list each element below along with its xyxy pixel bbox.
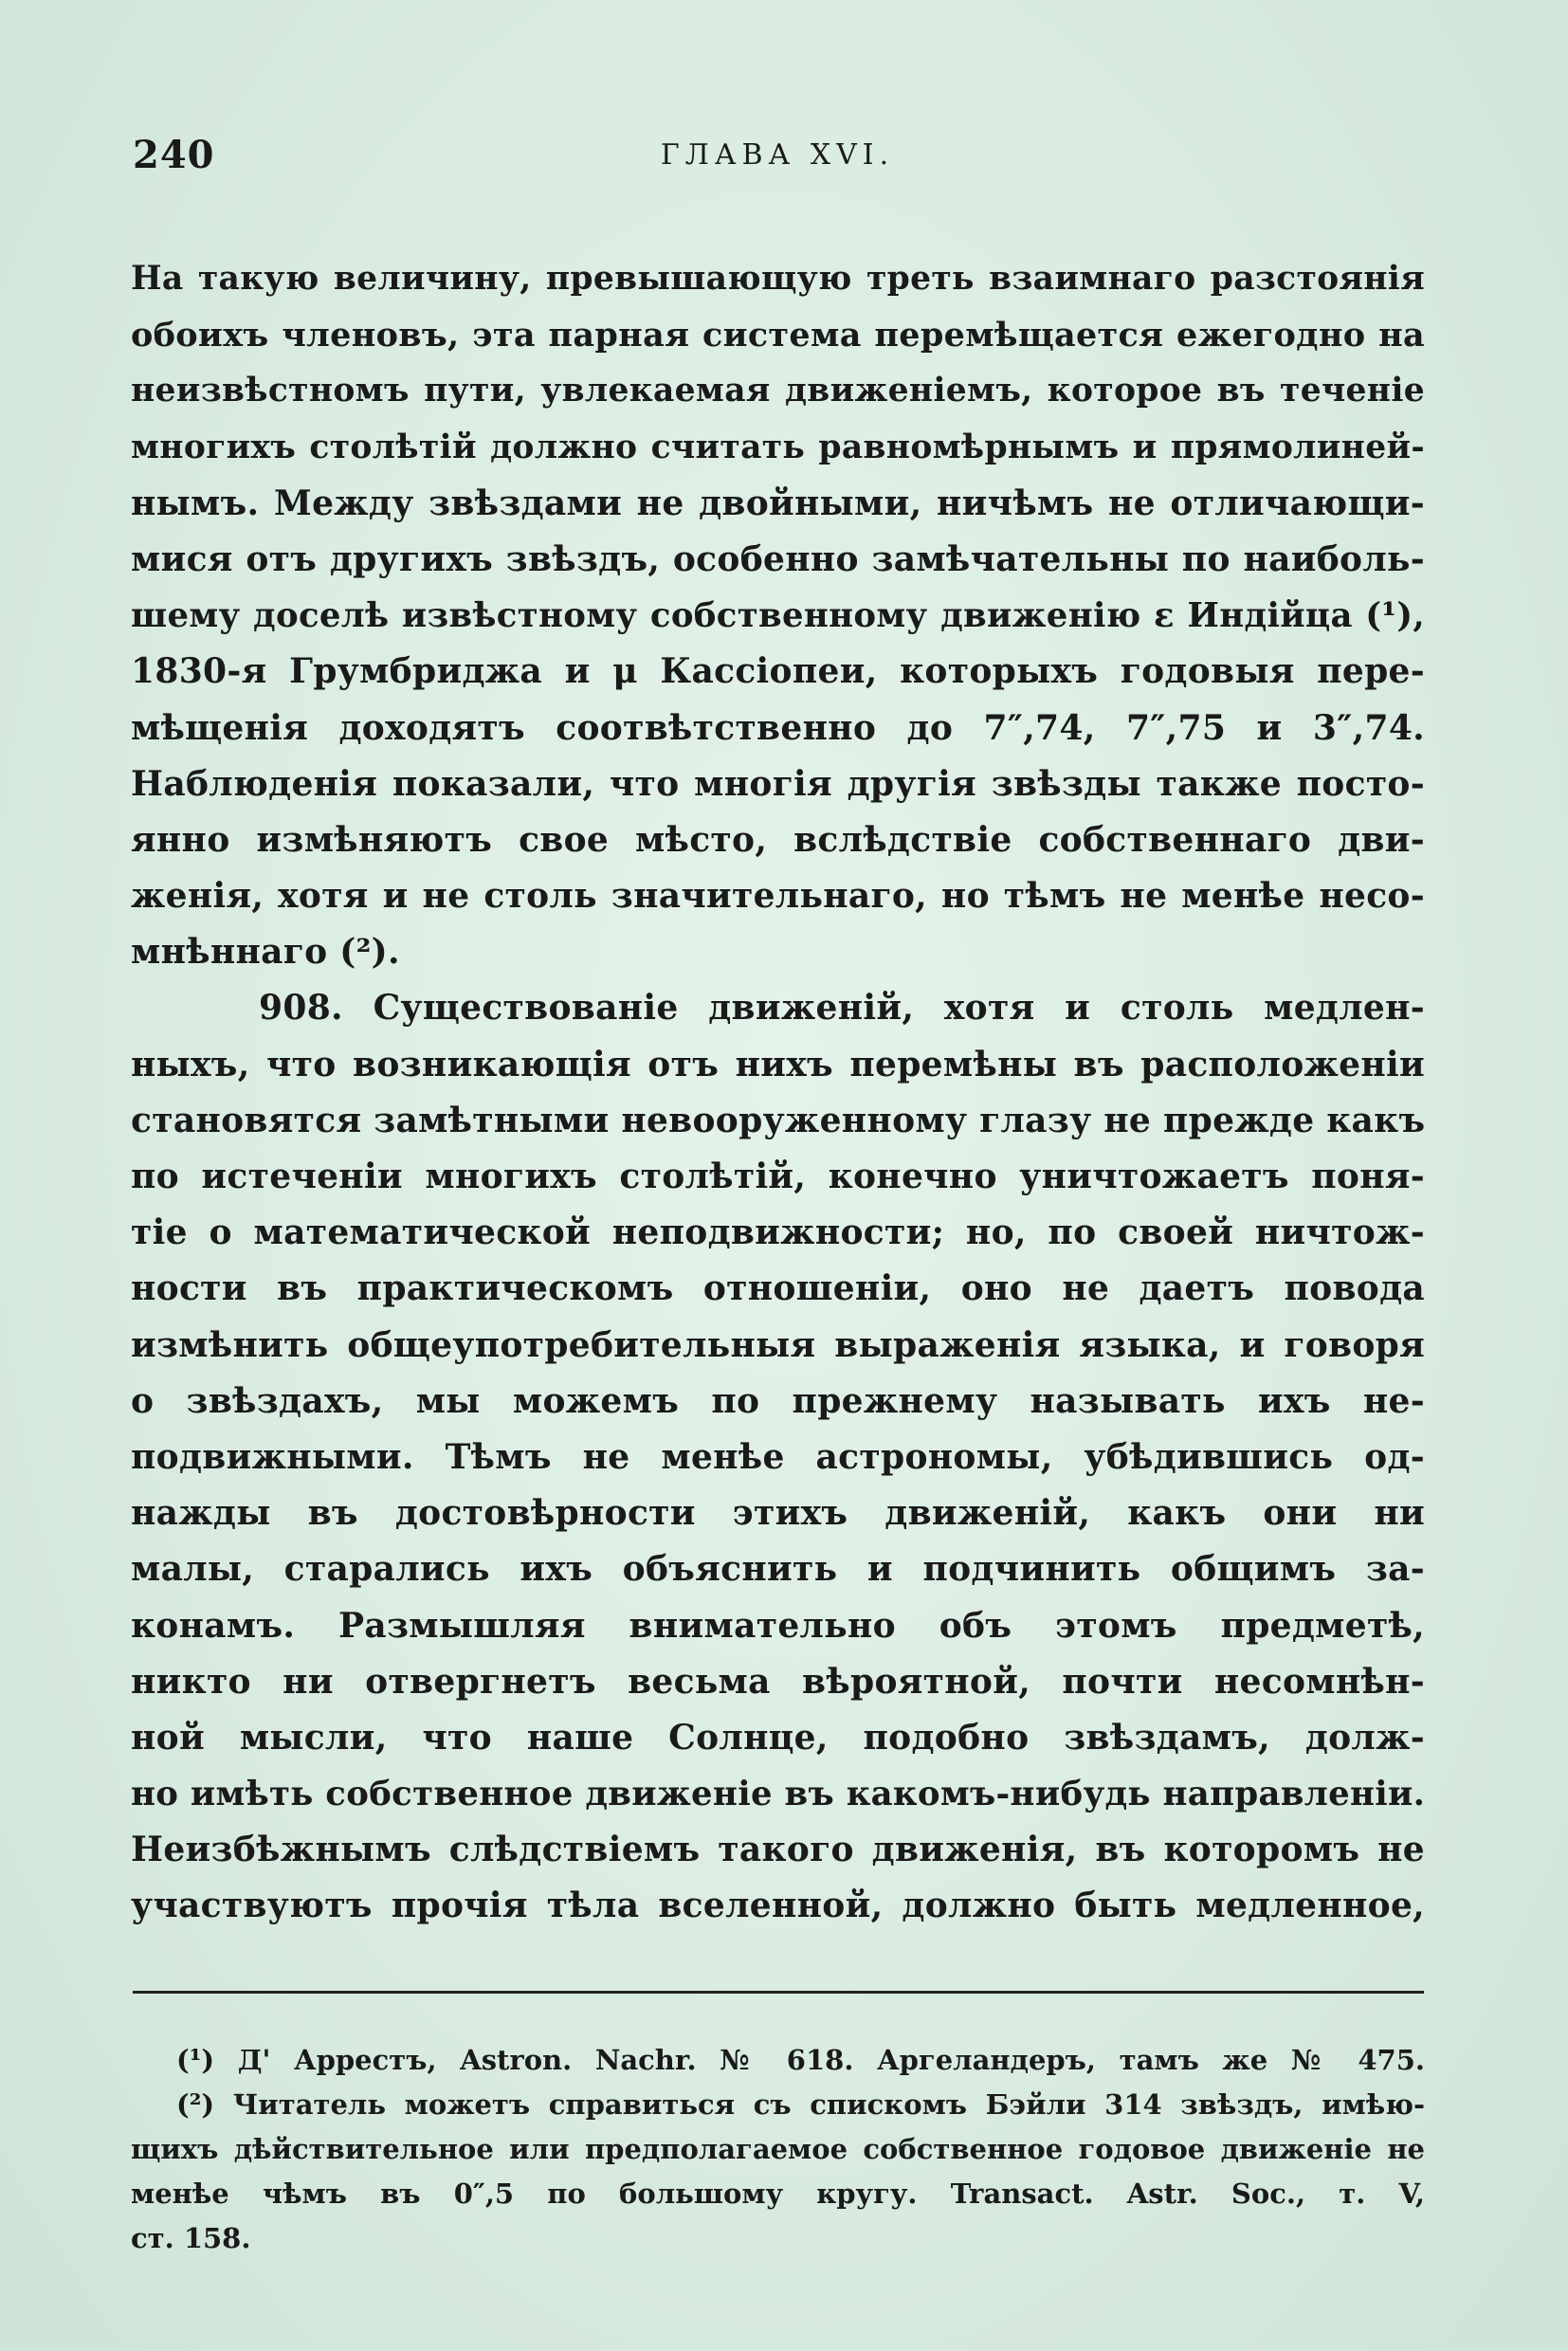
body-text [131, 251, 1425, 1935]
text-line: никто ни отвергнетъ весьма вѣроятной, почти несомнѣн- [131, 1661, 1425, 1702]
text-line: ныхъ, что возникающія отъ нихъ перемѣны въ расположеніи [131, 1044, 1425, 1084]
text-line: многихъ столѣтій должно считать равномѣрнымъ и прямолиней- [131, 428, 1425, 466]
text-line: ной мысли, что наше Солнце, подобно звѣздамъ, долж- [131, 1717, 1425, 1758]
text-line: женія, хотя и не столь значительнаго, но тѣмъ не менѣе несо- [131, 876, 1425, 917]
text-line: тіе о математической неподвижности; но, по своей ничтож- [131, 1212, 1425, 1253]
footnote-2: (²) Читатель можетъ справиться съ спискомъ Бэйли 314 звѣздъ, имѣю- [176, 2088, 1425, 2121]
text-line: неизвѣстномъ пути, увлекаемая движеніемъ, которое въ теченіе [131, 372, 1425, 410]
text-line: становятся замѣтными невооруженному глазу не прежде какъ [131, 1100, 1426, 1140]
text-line: нымъ. Между звѣздами не двойными, ничѣмъ не отличающи- [131, 483, 1425, 523]
text-line: ности въ практическомъ отношеніи, оно не даетъ повода [131, 1268, 1425, 1309]
text-line: Неизбѣжнымъ слѣдствіемъ такого движенія, въ которомъ не [131, 1830, 1425, 1870]
text-line: о звѣздахъ, мы можемъ по прежнему называть ихъ не- [131, 1380, 1425, 1421]
text-line: измѣнить общеупотребительныя выраженія языка, и говоря [131, 1324, 1425, 1365]
text-line: малы, старались ихъ объяснить и подчинить общимъ за- [131, 1549, 1425, 1590]
text-line: обоихъ членовъ, эта парная система перемѣщается ежегодно на [131, 316, 1425, 355]
text-line: На такую величину, превышающую треть взаимнаго разстоянія [131, 260, 1425, 298]
footnote-rule [133, 1991, 1424, 1994]
page-number: 240 [133, 133, 215, 177]
text-line: янно измѣняютъ свое мѣсто, вслѣдствіе собственнаго дви- [131, 819, 1425, 860]
text-line: по истеченіи многихъ столѣтій, конечно уничтожаетъ поня- [131, 1157, 1425, 1196]
text-line: 1830-я Грумбриджа и μ Кассіопеи, которыхъ годовыя пере- [131, 651, 1425, 692]
footnotes [131, 2038, 1425, 2261]
text-line: подвижными. Тѣмъ не менѣе астрономы, убѣдившись од- [131, 1436, 1425, 1477]
text-line: конамъ. Размышляя внимательно объ этомъ предметѣ, [131, 1605, 1425, 1646]
footnote-line: ст. 158. [131, 2222, 251, 2254]
text-line: шему доселѣ извѣстному собственному движенію ε Индійца (¹), [131, 596, 1425, 636]
text-line: участвуютъ прочія тѣла вселенной, должно быть медленное, [131, 1886, 1425, 1926]
text-line: мѣщенія доходятъ соотвѣтственно до 7″,74, 7″,75 и 3″,74. [131, 707, 1425, 748]
text-line: нажды въ достовѣрности этихъ движеній, какъ они ни [131, 1493, 1425, 1534]
page-header [133, 133, 1422, 190]
footnote-line: щихъ дѣйствительное или предполагаемое собственное годовое движеніе не [131, 2133, 1425, 2165]
footnote-line: менѣе чѣмъ въ 0″,5 по большому кругу. Transact. Astr. Soc., т. V, [131, 2178, 1425, 2210]
running-head: ГЛАВА XVI. [660, 138, 895, 172]
text-line: мнѣннаго (²). [131, 932, 400, 973]
footnote-1: (¹) Д' Аррестъ, Astron. Nachr. № 618. Аргеландеръ, тамъ же № 475. [176, 2044, 1425, 2076]
text-line: Наблюденія показали, что многія другія звѣзды также посто- [131, 763, 1425, 804]
text-line: мися отъ другихъ звѣздъ, особенно замѣчательны по наиболь- [131, 538, 1425, 579]
section-908-first-line: 908. Существованіе движеній, хотя и столь медлен- [259, 988, 1425, 1029]
text-line: но имѣть собственное движеніе въ какомъ-нибудь направленіи. [131, 1775, 1426, 1814]
